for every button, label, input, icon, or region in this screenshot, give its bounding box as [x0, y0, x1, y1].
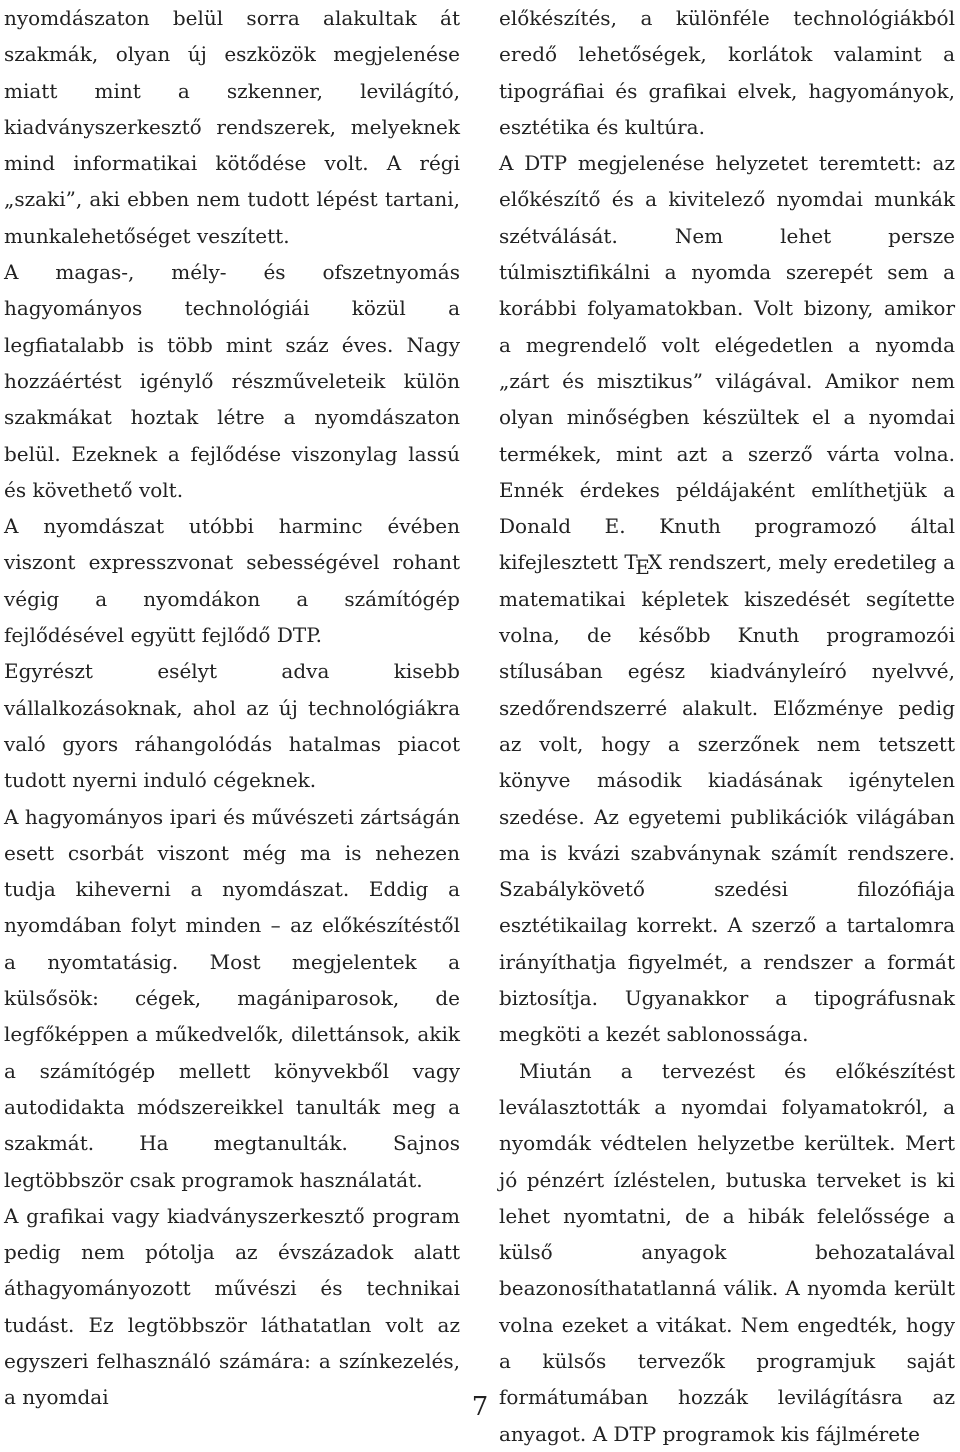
paragraph-text: A DTP megjelenése helyzetet teremtett: az előkészítő és a kivitelező nyomdai munkák szétválását. Nem lehet persze túlmisztifikálni a nyomda szerepét sem a korábbi folyamatokban. Volt bizony, amikor a megrendelő volt elégedetlen a nyomda „zárt és misztikus” világával. Amikor nem olyan minőségben készültek el a nyomdai termékek, mint azt a szerző várta volna. Ennék érdekes példájaként említhetjük a Donald E. Knuth programozó által kifejlesztett [499, 151, 955, 575]
paragraph [499, 145, 955, 1052]
tex-logo-e: E [635, 554, 650, 579]
paragraph: előkészítés, a különféle technológiákból eredő lehetőségek, korlátok valamint a tipográfiai és grafikai elvek, hagyományok, esztétika és kultúra. [499, 6, 955, 139]
right-column [499, 0, 955, 1452]
paragraph: A nyomdászat utóbbi harminc évében viszont expresszvonat sebességével rohant végig a nyomdákon a számítógép fejlődésével együtt fejlődő DTP. [4, 514, 460, 648]
tex-logo-x: X [647, 550, 663, 575]
paragraph: A magas-, mély- és ofszetnyomás hagyományos technológiái közül a legfiatalabb is több mint száz éves. Nagy hozzáértést igénylő részműveleteik külön szakmákat hoztak létre a nyomdászaton belül. Ezeknek a fejlődése viszonylag lassú és követhető volt. [4, 260, 460, 502]
paragraph: A grafikai vagy kiadványszerkesztő program pedig nem pótolja az évszázadok alatt áthagyományozott művészi és technikai tudást. Ez legtöbbször láthatatlan volt az egyszeri felhasználó számára: a színkezelés, a nyomdai [4, 1203, 460, 1410]
tex-logo-t: T [624, 550, 638, 575]
page-number: 7 [471, 1392, 489, 1422]
paragraph: A hagyományos ipari és művészeti zártságán esett csorbát viszont még ma is nehezen tudja kiheverni a nyomdászat. Eddig a nyomdában folyt minden – az előkészítéstől a nyomtatásig. Most megjelentek a külsősök: cégek, magániparosok, de legfőképpen a műkedvelők, dilettánsok, akik a számítógép mellett könyvekből vagy autodidakta módszereikkel tanulták meg a szakmát. Ha megtanulták. Sajnos legtöbbször csak programok használatát. [4, 804, 460, 1192]
left-column [4, 0, 460, 1416]
tex-logo [624, 550, 663, 579]
paragraph: Miután a tervezést és előkészítést leválasztották a nyomdai folyamatokról, a nyomdák védtelen helyzetbe kerültek. Mert jó pénzért ízléstelen, butuska terveket is ki lehet nyomtatni, de a hibák felelőssége a külső anyagok behozatalával beazonosíthatatlanná válik. A nyomda került volna ezeket a vitákat. Nem engedték, hogy a külsős tervezők programjuk saját formátumában hozzák levilágításra az anyagot. A DTP programok kis fájlmérete [499, 1058, 955, 1446]
paragraph-text: rendszert, mely eredetileg a matematikai képletek kiszedését segítette volna, de később Knuth programozói stílusában egész kiadványleíró nyelvvé, szedőrendszerré alakult. Előzménye pedig az volt, hogy a szerzőnek nem tetszett könyve második kiadásának igénytelen szedése. Az egyetemi publikációk világában ma is kvázi szabványnak számít rendszere. Szabálykövető szedési filozófiája esztétikailag korrekt. A szerző a tartalomra irányíthatja figyelmét, a rendszer a formát biztosítja. Ugyanakkor a tipográfusnak megköti a kezét sablonossága. [499, 550, 956, 1047]
paragraph: Egyrészt esélyt adva kisebb vállalkozásoknak, ahol az új technológiákra való gyors ráhangolódás hatalmas piacot tudott nyerni induló cégeknek. [4, 659, 460, 793]
paragraph: nyomdászaton belül sorra alakultak át szakmák, olyan új eszközök megjelenése miatt mint a szkenner, levilágító, kiadványszerkesztő rendszerek, melyeknek mind informatikai kötődése volt. A régi „szaki”, aki ebben nem tudott lépést tartani, munkalehetőséget veszített. [4, 6, 460, 248]
